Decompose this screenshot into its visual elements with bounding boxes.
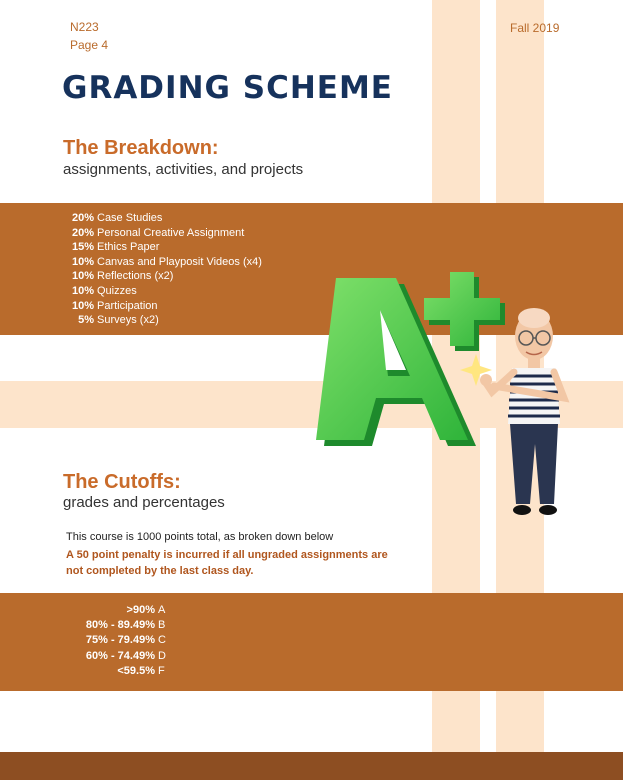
grade-cutoff-row [40, 633, 166, 648]
breakdown-item-percent: 15% [71, 241, 94, 254]
grade-letter: A [158, 604, 166, 616]
grade-cutoff-row [40, 603, 166, 618]
avatar [480, 308, 564, 515]
grade-range: 80% - 89.49% [85, 619, 155, 632]
breakdown-item [66, 284, 262, 299]
points-total-note: This course is 1000 points total, as broken down below [66, 531, 334, 543]
breakdown-item-percent: 10% [71, 270, 94, 283]
breakdown-item-percent: 5% [78, 314, 94, 327]
grade-cutoff-row [40, 618, 166, 633]
page-number: Page 4 [70, 38, 109, 52]
breakdown-item-percent: 10% [71, 299, 94, 312]
grade-range: >90% [126, 604, 155, 616]
grade-cutoff-row [40, 664, 166, 679]
penalty-note: A 50 point penalty is incurred if all ungraded assignments are not completed by the last class day. [66, 549, 388, 577]
breakdown-item-label: Surveys (x2) [97, 314, 159, 327]
cutoffs-heading: The Cutoffs: [63, 471, 181, 493]
course-code: N223 [70, 20, 99, 34]
breakdown-list [66, 211, 262, 328]
grade-cutoff-row [40, 649, 166, 664]
breakdown-item-label: Personal Creative Assignment [97, 226, 245, 239]
breakdown-item-percent: 20% [71, 226, 94, 239]
breakdown-item-label: Reflections (x2) [97, 270, 174, 283]
breakdown-item-label: Case Studies [97, 212, 163, 224]
grade-letter: D [158, 649, 166, 662]
breakdown-item [66, 299, 262, 314]
breakdown-item [66, 240, 262, 255]
grade-letter: B [158, 619, 166, 632]
grade-letter: F [158, 664, 165, 677]
grade-cutoffs-list [40, 603, 166, 679]
footer-band [0, 752, 623, 780]
breakdown-heading: The Breakdown: [63, 137, 219, 159]
grade-plus-sign [424, 272, 505, 351]
grade-range: 75% - 79.49% [85, 634, 155, 647]
breakdown-item [66, 269, 262, 284]
breakdown-item [66, 313, 262, 328]
page-title: GRADING SCHEME [62, 70, 393, 106]
breakdown-item-percent: 10% [71, 284, 94, 297]
breakdown-item [66, 211, 262, 226]
a-plus-illustration [308, 268, 578, 530]
breakdown-item-label: Ethics Paper [97, 241, 160, 254]
breakdown-item [66, 226, 262, 241]
breakdown-item-label: Quizzes [97, 284, 137, 297]
grade-range: 60% - 74.49% [85, 649, 155, 662]
breakdown-item-percent: 10% [71, 255, 94, 268]
breakdown-subheading: assignments, activities, and projects [63, 161, 304, 178]
cutoffs-subheading: grades and percentages [63, 494, 225, 511]
breakdown-item-label: Participation [97, 299, 158, 312]
breakdown-item-label: Canvas and Playposit Videos (x4) [97, 255, 262, 268]
breakdown-item [66, 255, 262, 270]
breakdown-item-percent: 20% [71, 212, 94, 224]
semester-label: Fall 2019 [510, 21, 560, 35]
grade-letter: C [158, 634, 166, 647]
grade-range: <59.5% [117, 664, 155, 677]
